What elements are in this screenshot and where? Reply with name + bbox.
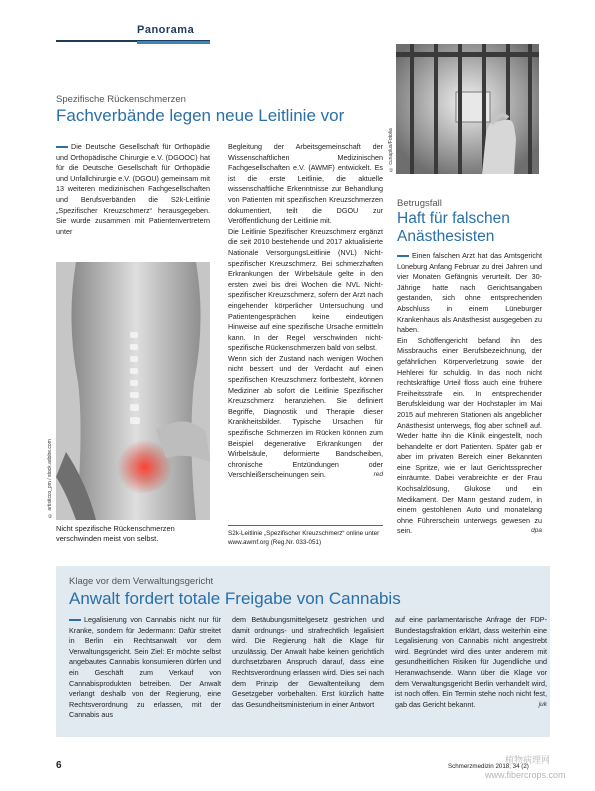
article3-headline: Anwalt fordert totale Freigabe von Cannabis (69, 589, 401, 608)
back-pain-photo (56, 262, 210, 520)
article3-column1: Legalisierung von Cannabis nicht nur für Kranke, sondern für Jedermann: Dafür streitet in Berlin ein Rechtsanwalt vor dem Verwaltungsgericht. Sein Ziel: Er möchte selbst angebautes Cannabis konsumieren dürfen und ein Geschäft zum Verkauf von Cannabisprodukten betreiben. Der Anwalt verlangt deshalb von der Regierung, eine Rechtsverordnung zu erlassen, mit der Cannabis aus (69, 615, 221, 720)
section-label: Panorama (137, 24, 195, 36)
watermark-text: 植物病理网 (505, 755, 551, 765)
article2-signature: dpa (531, 527, 542, 535)
article2-kicker: Betrugsfall (397, 198, 442, 209)
article3-column3: auf eine parlamentarische Anfrage der FDP-Bundestagsfraktion erklärt, dass weiterhin eine Legalisierung von Cannabis nicht angestrebt wird. Begründet wird dies unter anderem mit gesundheitlichen Risiken für Jugendliche und Heranwachsende. Wann über die Klage vor dem Verwaltungsgericht Berlin verhandelt wird, ist noch offen. Ein Termin stehe noch nicht fest, gab das Gericht bekannt. juk (395, 615, 547, 709)
article1-footnote: S2k-Leitlinie „Spezifischer Kreuzschmerz“ online unter www.awmf.org (Reg.Nr. 033-051) (228, 530, 380, 546)
journal-reference: Schmerzmedizin 2018; 34 (2) (448, 763, 529, 770)
article1-paragraph: Die Leitlinie Spezifischer Kreuzschmerz ergänzt die seit 2010 bestehende und 2017 aktualisierte Nationale VersorgungsLeitlinie (NVL) Nicht-spezifischer Kreuzschmerz. Bei schmerzhaften Erkrankungen der Wirbelsäule gelte in den ersten zwei bis drei Wochen die NVL Nicht-spezifischer Kreuzschmerz, sofern der Arzt nach eingehender körperlicher Untersuchung und Patientengesprächen keine eindeutigen Hinweise auf eine spezifische Ursache ermitteln kann. In der Regel verschwinden nicht-spezifische Rückenschmerzen bald von selbst. (228, 226, 383, 353)
article2-headline: Haft für falschen Anästhesisten (397, 210, 510, 245)
lead-dash (56, 146, 68, 148)
watermark-url: www.fibercrops.com (485, 770, 566, 780)
article3-column2: dem Betäubungsmittelgesetz gestrichen und damit ordnungs- und strafrechtlich legalisiert wird. Die Regierung hält die Klage für unzulässig. Der Anwalt habe keinen gerichtlich durchsetzbaren Anspruch darauf, dass eine Rechtsverordnung erlassen wird. Dies sei nach dem Prinzip der Gewaltenteilung dem Gesetzgeber vorbehalten. Erst kürzlich hatte das Gesundheitsministerium in einer Antwort (232, 615, 384, 709)
back-image-credit: © artisticco_pm / stock.adobe.com (47, 439, 53, 518)
article1-headline: Fachverbände legen neue Leitlinie vor (56, 106, 345, 125)
article2-paragraph: Ein Schöffengericht befand ihn des Missbrauchs einer Berufsbezeichnung, der gefährlichen Körperverletzung sowie der Hehlerei für schuldig. In das noch nicht rechtskräftige Urteil floss auch eine frühere Freiheitsstrafe ein. In entsprechender Berufskleidung war der Hochstapler im Mai 2015 auf mehreren Stationen als angeblicher Anästhesist unterwegs, flog aber schnell auf. Weder hatte ihn die Klinik eingestellt, noch behandelte er dort Patienten. Später gab er aber im privaten Bereich einer Bekannten eine Spritze, wie er laut Gerichtssprecher einräumte. Dabei verabreichte er der Frau Kochsalzlösung, Glukose und ein Medikament. Der Mann gestand zudem, in einem gestohlenen Auto und monatelang ohne Führerschein unterwegs gewesen zu sein. dpa (397, 335, 542, 536)
article1-column2 (228, 142, 383, 481)
article1-paragraph: Begleitung der Arbeitsgemeinschaft der Wissenschaftlichen Medizinischen Fachgesellschaften e.V. (AWMF) entwickelt. Es ist die erste Leitlinie, die aktuelle wissenschaftliche Erkenntnisse zur Behandlung von Patienten mit spezifischen Kreuzschmerzen dokumentiert, teilt die DGOU zur Veröffentlichung der Leitlinie mit. (228, 142, 383, 226)
back-image-caption: Nicht spezifische Rückenschmerzen verschwinden meist von selbst. (56, 524, 175, 543)
page-number: 6 (56, 760, 62, 771)
prison-image-credit: © cunaplus/Fotolia (388, 128, 394, 172)
article3-kicker: Klage vor dem Verwaltungsgericht (69, 576, 214, 587)
article1-text-col1: Die Deutsche Gesellschaft für Orthopädie und Orthopädische Chirurgie e.V. (DGOOC) hat für die Deutsche Gesellschaft für Orthopädie und Unfallchirurgie e.V. (DGOU) gemeinsam mit 13 weiteren medizinischen Fachgesellschaften und Berufsverbänden die S2k-Leitlinie „Spezifischer Kreuzschmerz“ herausgegeben. Sie wurde zusammen mit Patientenvertretern unter (56, 142, 210, 236)
article1-signature: red (373, 471, 383, 479)
article2-body (397, 251, 542, 537)
lead-dash (69, 619, 81, 621)
prison-photo (396, 44, 539, 174)
header-rule-accent (137, 41, 210, 44)
article1-kicker: Spezifische Rückenschmerzen (56, 94, 186, 105)
article1-column1 (56, 142, 210, 237)
article3-signature: juk (538, 700, 547, 708)
footnote-rule (228, 525, 383, 526)
lead-dash (397, 255, 409, 257)
article1-paragraph: Wenn sich der Zustand nach wenigen Wochen nicht bessert und der Verdacht auf einen spezifischen Kreuzschmerz fortbesteht, können Mediziner ab sofort die Leitlinie Spezifischer Kreuzschmerz heranziehen. Sie definiert Begriffe, Diagnostik und Therapie dieser Krankheitsbilder. Typische Ursachen für spezifische Schmerzen im Rücken können zum Beispiel degenerative Erkrankungen der Wirbelsäule, deformierte Bandscheiben, chronische Entzündungen oder Verschleißerscheinungen sein. red (228, 353, 383, 480)
article2-paragraph: Einen falschen Arzt hat das Amtsgericht Lüneburg Anfang Februar zu drei Jahren und vier Monaten Gefängnis verurteilt. Der 30-Jährige hatte nach Gerichtsangaben gestanden, sich ohne entsprechenden Abschluss in einem Lüneburger Krankenhaus als Anästhesist ausgegeben zu haben. (397, 251, 542, 335)
